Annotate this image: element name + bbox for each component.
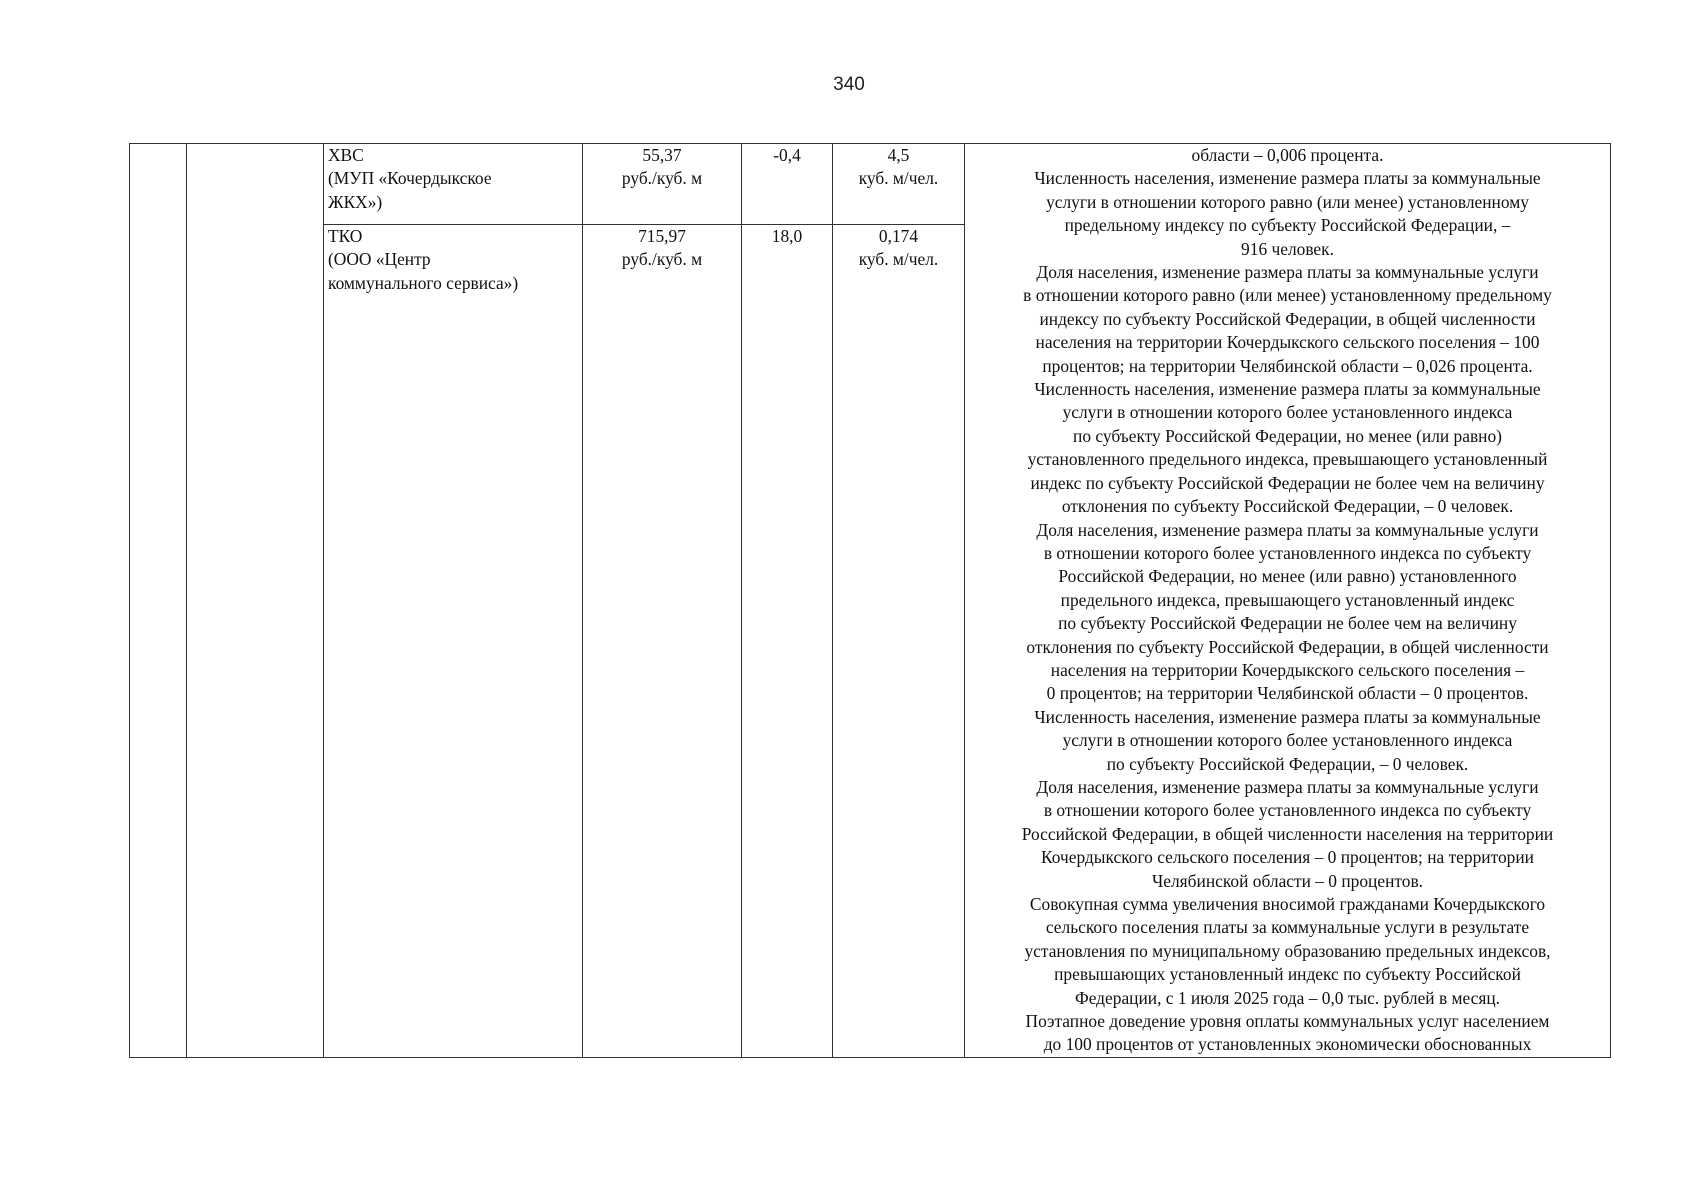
notes-line: Совокупная сумма увеличения вносимой гражданами Кочердыкского (1029, 894, 1546, 914)
norm-value: 4,5 (887, 145, 910, 165)
notes-line: превышающих установленный индекс по субъекту Российской (1054, 964, 1521, 985)
notes-line: по субъекту Российской Федерации не более чем на величину (1058, 613, 1517, 634)
notes-line: населения на территории Кочердыкского сельского поселения – 100 (1035, 332, 1540, 353)
notes-line: Доля населения, изменение размера платы за коммунальные услуги (1036, 519, 1539, 540)
notes-line: процентов; на территории Челябинской области – 0,026 процента. (1042, 355, 1533, 376)
notes-line: по субъекту Российской Федерации, – 0 человек. (1106, 753, 1469, 774)
notes-line: Численность населения, изменение размера платы за коммунальные (1034, 168, 1541, 189)
notes-line: Российской Федерации, но менее (или равно) установленного (1058, 566, 1517, 587)
notes-line: Доля населения, изменение размера платы за коммунальные услуги (1036, 262, 1539, 283)
change-value: 18,0 (771, 225, 803, 246)
empty-cell-number (130, 144, 187, 1058)
notes-line: по субъекту Российской Федерации, но менее (или равно) (1073, 425, 1502, 446)
tariff-unit: руб./куб. м (621, 249, 703, 270)
notes-line: Поэтапное доведение уровня оплаты коммунальных услуг населением (1025, 1011, 1550, 1032)
notes-line: индексу по субъекту Российской Федерации, в общей численности (1039, 308, 1536, 329)
notes-line: отклонения по субъекту Российской Федерации, – 0 человек. (1061, 496, 1514, 517)
norm-cell (833, 224, 965, 1057)
service-provider: ЖКХ») (328, 191, 383, 212)
service-cell (324, 224, 583, 1057)
norm-cell (833, 144, 965, 225)
change-cell (742, 224, 833, 1057)
table-row (130, 144, 1611, 225)
service-name: ТКО (328, 225, 363, 246)
service-provider: (МУП «Кочердыкское (328, 168, 492, 189)
tariff-unit: руб./куб. м (621, 168, 703, 189)
service-name: ХВС (328, 145, 364, 165)
notes-cell (965, 144, 1611, 1058)
service-cell (324, 144, 583, 225)
notes-line: отклонения по субъекту Российской Федерации, в общей численности (1026, 636, 1549, 657)
page-number: 340 (833, 74, 865, 95)
notes-line: установления по муниципальному образованию предельных индексов, (1024, 940, 1551, 961)
norm-value: 0,174 (878, 225, 919, 246)
service-provider: коммунального сервиса») (328, 272, 519, 293)
notes-line: Доля населения, изменение размера платы за коммунальные услуги (1036, 776, 1539, 797)
notes-line: в отношении которого более установленного индекса по субъекту (1043, 542, 1532, 563)
notes-line: установленного предельного индекса, превышающего установленный (1027, 449, 1548, 470)
notes-line: сельского поселения платы за коммунальные услуги в результате (1045, 917, 1530, 938)
notes-line: населения на территории Кочердыкского сельского поселения – (1050, 659, 1525, 680)
tariff-value: 55,37 (642, 145, 682, 165)
tariff-value: 715,97 (638, 225, 686, 246)
change-cell (742, 144, 833, 225)
notes-line: Численность населения, изменение размера платы за коммунальные (1034, 706, 1541, 727)
notes-line: услуги в отношении которого равно (или менее) установленному (1046, 191, 1529, 212)
tariff-cell (583, 144, 742, 225)
notes-line: в отношении которого более установленного индекса по субъекту (1043, 800, 1532, 821)
tariff-cell (583, 224, 742, 1057)
norm-unit: куб. м/чел. (858, 168, 939, 189)
notes-line: Численность населения, изменение размера платы за коммунальные (1034, 379, 1541, 400)
empty-cell-municipality (187, 144, 324, 1058)
notes-line: Кочердыкского сельского поселения – 0 процентов; на территории (1041, 847, 1534, 868)
notes-line: услуги в отношении которого более установленного индекса (1062, 730, 1513, 751)
notes-line: Российской Федерации, в общей численности населения на территории (1021, 823, 1554, 844)
notes-line: предельного индекса, превышающего установленный индекс (1060, 589, 1515, 610)
notes-text (969, 144, 1606, 1057)
notes-line: услуги в отношении которого более установленного индекса (1062, 402, 1513, 423)
notes-line: предельному индексу по субъекту Российской Федерации, – (1064, 215, 1511, 236)
notes-line: 0 процентов; на территории Челябинской области – 0 процентов. (1046, 683, 1529, 704)
notes-line: до 100 процентов от установленных экономически обоснованных (1043, 1034, 1532, 1055)
notes-line: 916 человек. (1241, 238, 1334, 259)
utility-tariff-table (129, 143, 1611, 1058)
notes-line: Федерации, с 1 июля 2025 года – 0,0 тыс. рублей в месяц. (1074, 987, 1501, 1008)
notes-line: в отношении которого равно (или менее) установленному предельному (1023, 285, 1552, 306)
notes-line: Челябинской области – 0 процентов. (1151, 870, 1423, 891)
notes-line: индекс по субъекту Российской Федерации не более чем на величину (1030, 472, 1545, 493)
norm-unit: куб. м/чел. (858, 249, 939, 270)
change-value: -0,4 (773, 145, 801, 165)
service-provider: (ООО «Центр (328, 249, 431, 270)
notes-line: области – 0,006 процента. (1191, 145, 1384, 165)
